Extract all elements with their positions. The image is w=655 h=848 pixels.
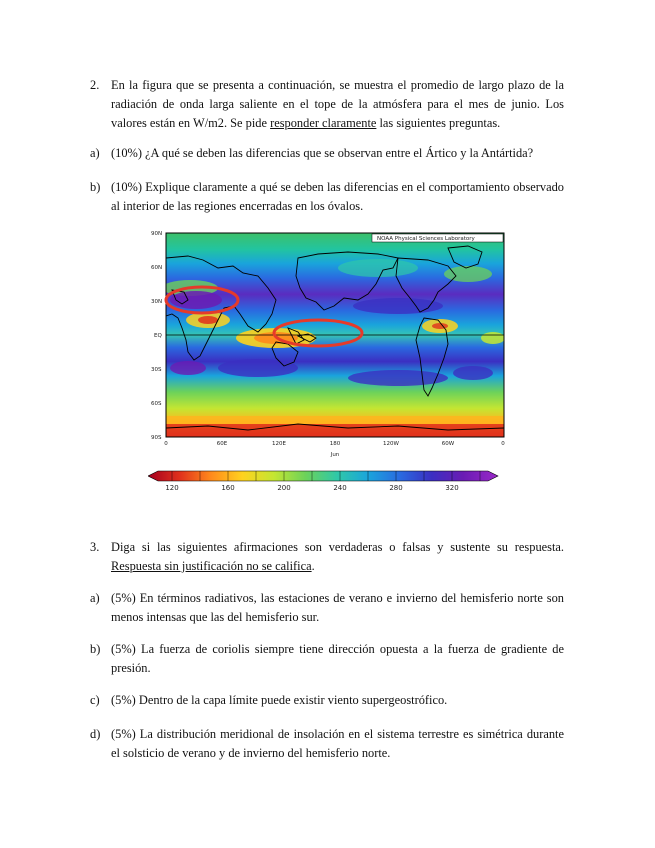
question-3c-text: (5%) Dentro de la capa límite puede existir viento supergeostrófico. [111, 693, 448, 707]
lon-label: 0 [164, 441, 168, 447]
lon-label: 120E [272, 441, 286, 447]
colorbar-bar [148, 471, 498, 481]
question-3b-label: b) [90, 642, 101, 656]
question-3d-text: (5%) La distribución meridional de insolación en el sistema terrestre es simétrica durante el solsticio de verano y de invierno del hemisferio norte. [111, 727, 564, 760]
credit-text: NOAA Physical Sciences Laboratory [377, 236, 475, 243]
question-2-number: 2. [90, 78, 100, 92]
question-3b-text: (5%) La fuerza de coriolis siempre tiene dirección opuesta a la fuerza de gradiente de presión. [111, 642, 564, 675]
question-2a-label: a) [90, 146, 100, 160]
question-3-text-main: Diga si las siguientes afirmaciones son verdaderas o falsas y sustente su respuesta. [111, 540, 564, 554]
question-3c [90, 691, 564, 710]
lat-label: 60S [151, 401, 162, 407]
lat-label: EQ [154, 333, 162, 339]
question-2a [90, 144, 564, 163]
question-2a-text: (10%) ¿A qué se deben las diferencias que se observan entre el Ártico y la Antártida? [111, 146, 534, 160]
colorbar-tick: 240 [333, 484, 347, 490]
question-3d [90, 725, 564, 763]
lon-label: 0 [501, 441, 505, 447]
olr-map-figure [148, 228, 508, 490]
lon-label: 180 [329, 441, 341, 447]
question-3a-text: (5%) En términos radiativos, las estaciones de verano e invierno del hemisferio norte son menos intensas que las del hemisferio sur. [111, 591, 564, 624]
question-3-text [111, 538, 564, 576]
colorbar-tick: 120 [165, 484, 179, 490]
question-3a [90, 589, 564, 627]
question-3 [90, 538, 564, 576]
question-2-text-post: las siguientes preguntas. [376, 116, 501, 130]
question-3-text-end: . [311, 559, 315, 573]
colorbar-tick: 280 [389, 484, 403, 490]
colorbar-tick: 320 [445, 484, 459, 490]
question-2b-text: (10%) Explique claramente a qué se deben las diferencias en el comportamiento observado al interior de las regiones encerradas en los óvalos. [111, 180, 564, 213]
question-2 [90, 76, 564, 133]
longitude-labels [164, 441, 505, 458]
lat-label: 90S [151, 435, 162, 441]
lat-label: 30S [151, 367, 162, 373]
lon-label: 60W [441, 441, 455, 447]
colorbar-tick: 200 [277, 484, 291, 490]
lon-label: 60E [216, 441, 228, 447]
latitude-labels [151, 231, 162, 441]
question-2b [90, 178, 564, 216]
question-2b-label: b) [90, 180, 101, 194]
colorbar [148, 471, 498, 490]
colorbar-tick: 160 [221, 484, 235, 490]
lat-label: 90N [151, 231, 163, 237]
lat-label: 30N [151, 299, 163, 305]
question-3d-label: d) [90, 727, 101, 741]
question-3a-label: a) [90, 591, 100, 605]
question-2-text [111, 76, 564, 133]
question-3-number: 3. [90, 540, 100, 554]
question-2-text-pre: En la figura que se presenta a continuación, se muestra el promedio de largo plazo de la radiación de onda larga saliente en el tope de la atmósfera para el mes de junio. Los valores están en W/m2. Se pide [111, 78, 564, 130]
question-3-underline: Respuesta sin justificación no se califica [111, 559, 312, 573]
question-3b [90, 640, 564, 678]
month-label: Jun [330, 452, 340, 458]
question-2-underline: responder claramente [270, 116, 377, 130]
question-3c-label: c) [90, 693, 100, 707]
lon-label: 120W [383, 441, 399, 447]
lat-label: 60N [151, 265, 163, 271]
